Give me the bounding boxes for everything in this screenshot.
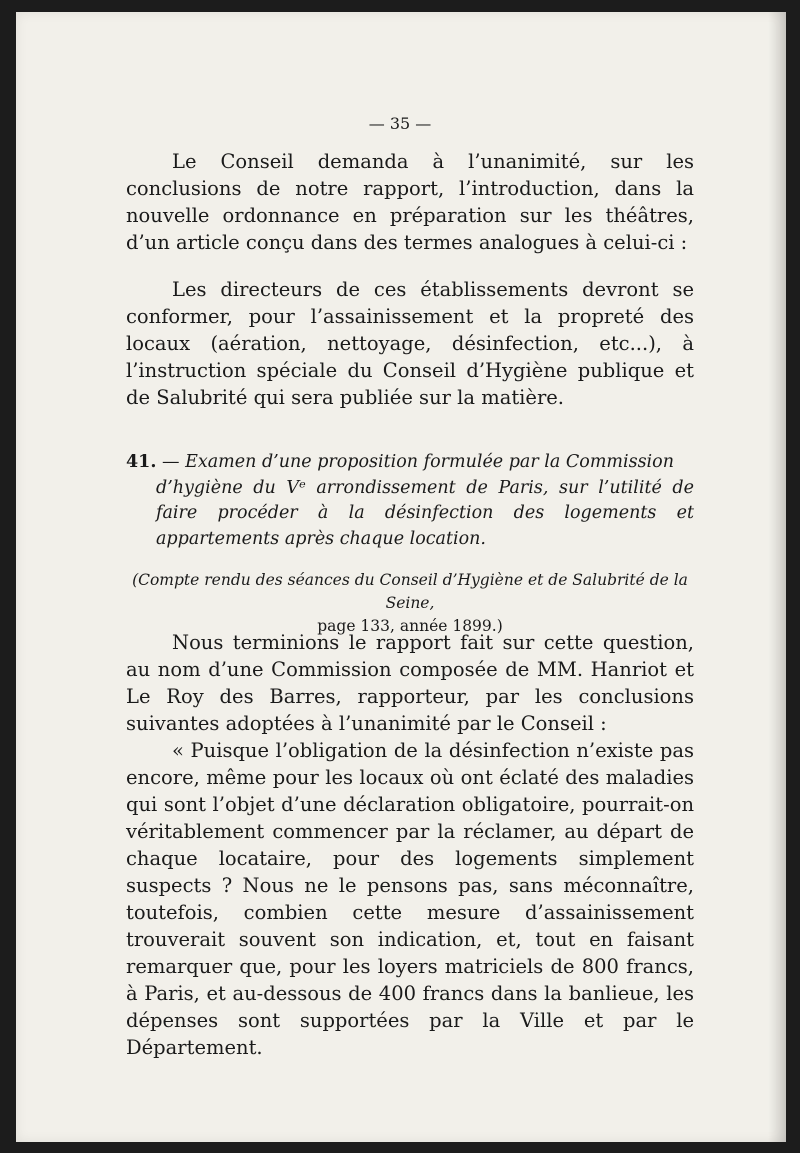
paragraph-conclusion-quote: « Puisque l’obligation de la désinfection n’existe pas encore, même pour les locaux où ont éclaté des maladies qui sont l’objet d’une déclaration obligatoire, pourrait-on véritablement commencer par la réclamer, au départ de chaque locataire, pour des logements simplement suspects ? Nous ne le pensons pas, sans méconnaître, toutefois, combien cette mesure d’assainissement trouverait souvent son indication, et, tout en faisant remarquer que, pour les loyers matriciels de 800 francs, à Paris, et au-dessous de 400 francs dans la banlieue, les dépenses sont supportées par la Ville et par le Département. bbox=[126, 739, 694, 1059]
paragraph-article-text: Les directeurs de ces établissements devront se conformer, pour l’assainissement et la propreté des locaux (aération, nettoyage, désinfection, etc...), à l’instruction spéciale du Conseil d’Hygiène publique et de Salubrité qui sera publiée sur la matière. bbox=[126, 278, 694, 409]
citation-source: (Compte rendu des séances du Conseil d’Hygiène et de Salubrité de la Seine, bbox=[132, 571, 688, 612]
section-title-rest: d’hygiène du Vᵉ arrondissement de Paris, sur l’utilité de faire procéder à la désinfection des logements et appartements après chaque location. bbox=[156, 477, 694, 549]
paragraph-conseil-conclusions: Le Conseil demanda à l’unanimité, sur les conclusions de notre rapport, l’introduction, dans la nouvelle ordonnance en préparation sur les théâtres, d’un article conçu dans des termes analogues à celui-ci : bbox=[126, 150, 694, 254]
citation bbox=[126, 569, 694, 638]
page-edge-shadow bbox=[768, 12, 786, 1142]
section-dash: — bbox=[162, 452, 180, 472]
section-number: 41. bbox=[126, 452, 157, 472]
section-title-line1: Examen d’une proposition formulée par la Commission bbox=[185, 452, 674, 472]
page-number: — 35 — bbox=[368, 114, 432, 133]
paragraph-rapport: Nous terminions le rapport fait sur cette question, au nom d’une Commission composée de MM. Hanriot et Le Roy des Barres, rapporteur, par les conclusions suivantes adoptées à l’unanimité par le Conseil : bbox=[126, 631, 694, 735]
citation-page: page 133, année 1899.) bbox=[317, 617, 503, 635]
section-41 bbox=[126, 450, 694, 552]
